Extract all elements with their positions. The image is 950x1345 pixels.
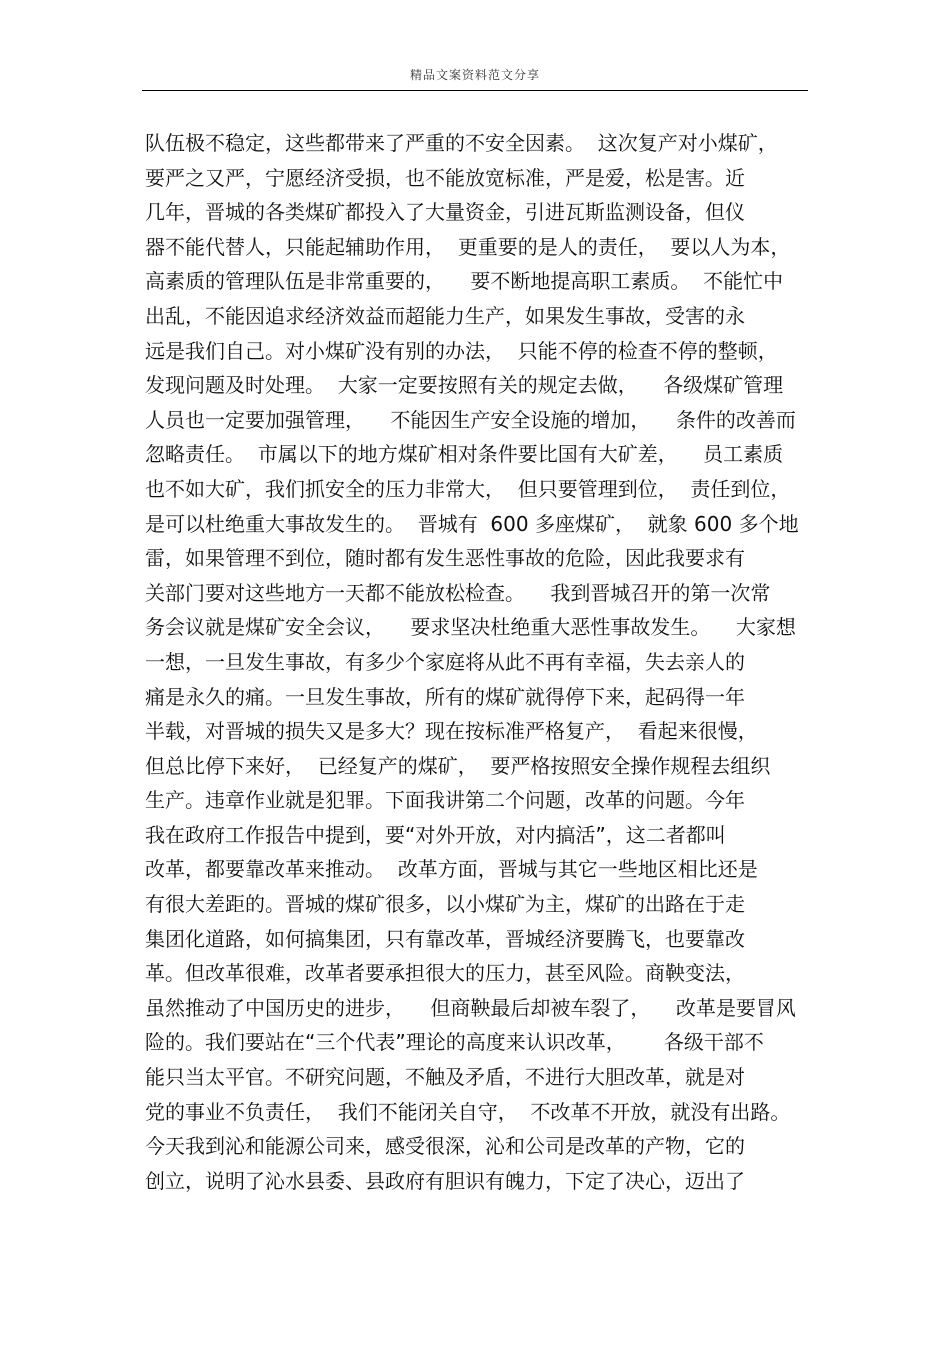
text-line: 有很大差距的。晋城的煤矿很多，以小煤矿为主，煤矿的出路在于走: [145, 892, 745, 917]
text-line: 但总比停下来好， 已经复产的煤矿， 要严格按照安全操作规程去组织: [145, 753, 771, 778]
text-line: 发现问题及时处理。 大家一定要按照有关的规定去做， 各级煤矿管理: [145, 373, 784, 398]
text-line: 关部门要对这些地方一天都不能放松检查。 我到晋城召开的第一次常: [145, 580, 771, 605]
text-line: 也不如大矿，我们抓安全的压力非常大， 但只要管理到位， 责任到位，: [145, 476, 791, 501]
text-line: 器不能代替人，只能起辅助作用， 更重要的是人的责任， 要以人为本，: [145, 234, 791, 259]
text-line: 虽然推动了中国历史的进步， 但商鞅最后却被车裂了， 改革是要冒风: [145, 995, 796, 1020]
text-line: 我在政府工作报告中提到，要“对外开放，对内搞活”，这二者都叫: [145, 822, 726, 847]
page-header: 精品文案资料范文分享: [409, 68, 540, 82]
text-line: 人员也一定要加强管理， 不能因生产安全设施的增加， 条件的改善而: [145, 407, 796, 432]
text-line: 雷，如果管理不到位，随时都有发生恶性事故的危险，因此我要求有: [145, 546, 745, 571]
text-line: 革。但改革很难，改革者要承担很大的压力，甚至风险。商鞅变法，: [145, 961, 745, 986]
text-line: 改革，都要靠改革来推动。 改革方面，晋城与其它一些地区相比还是: [145, 857, 758, 882]
text-line: 能只当太平官。不研究问题，不触及矛盾，不进行大胆改革，就是对: [145, 1065, 745, 1090]
text-line: 是可以杜绝重大事故发生的。 晋城有 600 多座煤矿， 就象 600 多个地: [145, 511, 799, 536]
text-line: 要严之又严，宁愿经济受损，也不能放宽标准，严是爱，松是害。近: [145, 165, 745, 190]
text-line: 险的。我们要站在“三个代表”理论的高度来认识改革， 各级干部不: [145, 1030, 764, 1055]
text-line: 远是我们自己。对小煤矿没有别的办法， 只能不停的检查不停的整顿，: [145, 338, 778, 363]
text-line: 党的事业不负责任， 我们不能闭关自守， 不改革不开放，就没有出路。: [145, 1099, 791, 1124]
text-line: 高素质的管理队伍是非常重要的， 要不断地提高职工素质。 不能忙中: [145, 269, 784, 294]
text-line: 集团化道路，如何搞集团，只有靠改革，晋城经济要腾飞，也要靠改: [145, 926, 745, 951]
text-line: 忽略责任。 市属以下的地方煤矿相对条件要比国有大矿差， 员工素质: [145, 442, 784, 467]
text-line: 创立，说明了沁水县委、县政府有胆识有魄力，下定了决心，迈出了: [145, 1168, 745, 1193]
text-line: 务会议就是煤矿安全会议， 要求坚决杜绝重大恶性事故发生。 大家想: [145, 615, 796, 640]
text-line: 半载，对晋城的损失又是多大？现在按标准严格复产， 看起来很慢，: [145, 719, 758, 744]
text-line: 痛是永久的痛。一旦发生事故，所有的煤矿就得停下来，起码得一年: [145, 684, 745, 709]
text-line: 队伍极不稳定，这些都带来了严重的不安全因素。 这次复产对小煤矿，: [145, 131, 778, 155]
text-line: 生产。违章作业就是犯罪。下面我讲第二个问题，改革的问题。今年: [145, 788, 745, 813]
document-body: [145, 126, 815, 1198]
text-line: 今天我到沁和能源公司来，感受很深，沁和公司是改革的产物，它的: [145, 1134, 745, 1159]
text-line: 几年，晋城的各类煤矿都投入了大量资金，引进瓦斯监测设备，但仪: [145, 200, 745, 225]
header-rule: [142, 90, 808, 91]
text-line: 一想，一旦发生事故，有多少个家庭将从此不再有幸福，失去亲人的: [145, 649, 745, 674]
text-line: 出乱，不能因追求经济效益而超能力生产，如果发生事故，受害的永: [145, 303, 745, 328]
